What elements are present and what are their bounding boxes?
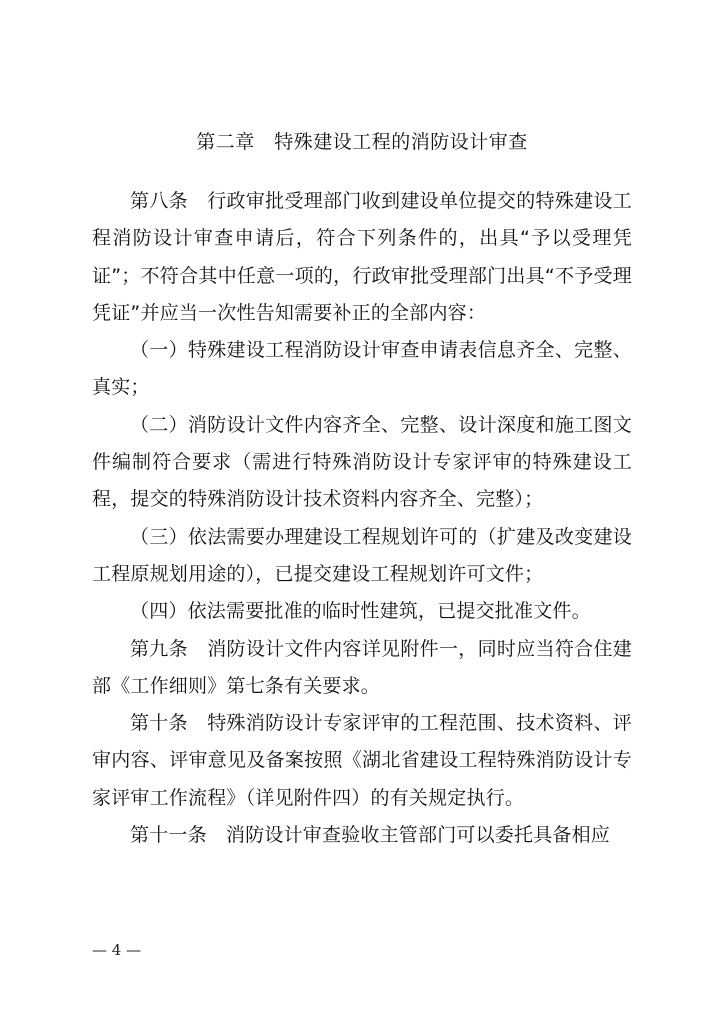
chapter-title: 第二章 特殊建设工程的消防设计审查 bbox=[196, 131, 528, 153]
condition-2-paragraph: （二）消防设计文件内容齐全、完整、设计深度和施工图文件编制符合要求（需进行特殊消防设计专家评审的特殊建设工程，提交的特殊消防设计技术资料内容齐全、完整）； bbox=[92, 413, 632, 511]
condition-4-paragraph: （四）依法需要批准的临时性建筑，已提交批准文件。 bbox=[130, 600, 591, 623]
article-10-paragraph: 第十条 特殊消防设计专家评审的工程范围、技术资料、评审内容、评审意见及备案按照《湖北省建设工程特殊消防设计专家评审工作流程》（详见附件四）的有关规定执行。 bbox=[92, 712, 632, 809]
condition-1-paragraph: （一）特殊建设工程消防设计审查申请表信息齐全、完整、真实； bbox=[92, 339, 632, 399]
page-number: — 4 — bbox=[92, 941, 142, 959]
article-8-paragraph: 第八条 行政审批受理部门收到建设单位提交的特殊建设工程消防设计审查申请后，符合下列条件的，出具“予以受理凭证”；不符合其中任意一项的，行政审批受理部门出具“不予受理凭证”并应当一次性告知需要补正的全部内容： bbox=[92, 190, 632, 324]
article-9-paragraph: 第九条 消防设计文件内容详见附件一，同时应当符合住建部《工作细则》第七条有关要求。 bbox=[92, 637, 632, 697]
body-text bbox=[92, 183, 632, 854]
article-11-paragraph: 第十一条 消防设计审查验收主管部门可以委托具备相应 bbox=[130, 824, 611, 847]
condition-3-paragraph: （三）依法需要办理建设工程规划许可的（扩建及改变建设工程原规划用途的），已提交建设工程规划许可文件； bbox=[92, 525, 632, 585]
